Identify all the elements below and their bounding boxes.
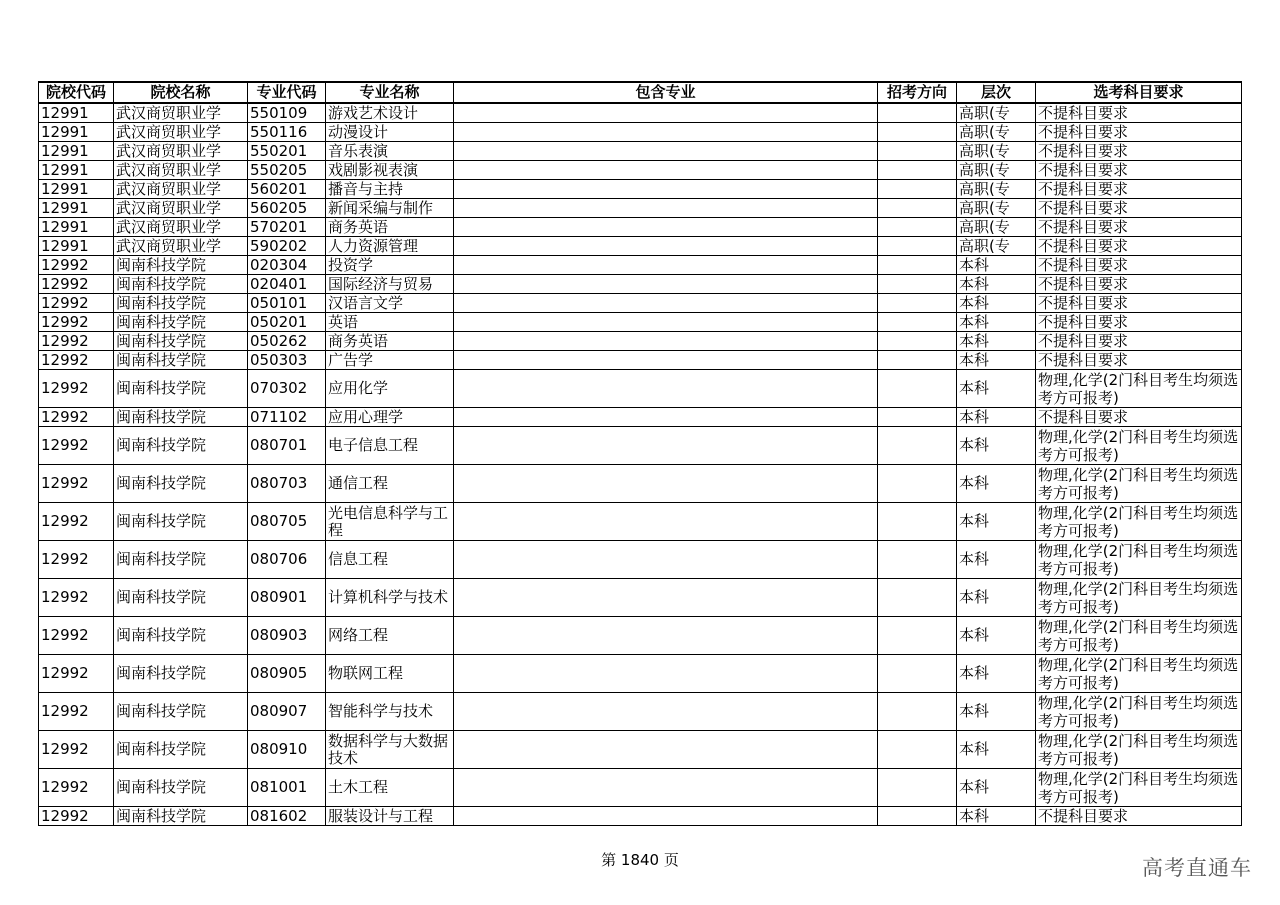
cell-major-code: 020401 [248,275,326,294]
cell-level: 本科 [957,313,1036,332]
cell-included-majors [454,465,878,503]
cell-school-code: 12991 [39,142,114,161]
cell-level: 本科 [957,731,1036,769]
cell-requirement: 不提科目要求 [1036,103,1242,123]
cell-school-name: 闽南科技学院 [114,370,248,408]
table-body [39,103,1242,826]
cell-requirement: 不提科目要求 [1036,180,1242,199]
cell-major-name: 信息工程 [326,541,454,579]
cell-level: 本科 [957,465,1036,503]
cell-major-code: 550109 [248,103,326,123]
cell-major-name: 戏剧影视表演 [326,161,454,180]
cell-major-name: 智能科学与技术 [326,693,454,731]
cell-major-code: 050101 [248,294,326,313]
cell-school-code: 12991 [39,161,114,180]
table-row [39,579,1242,617]
table-row [39,161,1242,180]
cell-school-code: 12991 [39,199,114,218]
cell-school-code: 12992 [39,807,114,826]
cell-school-name: 闽南科技学院 [114,256,248,275]
cell-direction [878,807,957,826]
header-included-majors: 包含专业 [454,82,878,103]
table-row [39,617,1242,655]
cell-school-name: 武汉商贸职业学 [114,161,248,180]
cell-school-name: 闽南科技学院 [114,731,248,769]
cell-school-code: 12992 [39,313,114,332]
cell-school-code: 12992 [39,370,114,408]
cell-major-name: 英语 [326,313,454,332]
cell-school-code: 12992 [39,465,114,503]
cell-requirement: 不提科目要求 [1036,807,1242,826]
cell-major-code: 560201 [248,180,326,199]
cell-level: 本科 [957,294,1036,313]
cell-direction [878,617,957,655]
cell-school-name: 闽南科技学院 [114,427,248,465]
cell-level: 本科 [957,693,1036,731]
cell-direction [878,503,957,541]
cell-requirement: 不提科目要求 [1036,123,1242,142]
cell-school-name: 闽南科技学院 [114,541,248,579]
cell-included-majors [454,579,878,617]
cell-school-name: 武汉商贸职业学 [114,123,248,142]
cell-included-majors [454,655,878,693]
cell-major-name: 游戏艺术设计 [326,103,454,123]
cell-included-majors [454,103,878,123]
cell-requirement: 物理,化学(2门科目考生均须选考方可报考) [1036,769,1242,807]
cell-direction [878,408,957,427]
cell-level: 本科 [957,370,1036,408]
cell-direction [878,370,957,408]
cell-requirement: 不提科目要求 [1036,332,1242,351]
cell-level: 本科 [957,427,1036,465]
cell-requirement: 物理,化学(2门科目考生均须选考方可报考) [1036,503,1242,541]
header-direction: 招考方向 [878,82,957,103]
cell-major-name: 国际经济与贸易 [326,275,454,294]
cell-major-code: 080910 [248,731,326,769]
table-row [39,408,1242,427]
cell-major-name: 广告学 [326,351,454,370]
cell-requirement: 不提科目要求 [1036,161,1242,180]
cell-school-name: 武汉商贸职业学 [114,218,248,237]
cell-school-code: 12992 [39,693,114,731]
table-row [39,313,1242,332]
cell-included-majors [454,142,878,161]
cell-school-code: 12992 [39,427,114,465]
cell-major-code: 081001 [248,769,326,807]
cell-requirement: 物理,化学(2门科目考生均须选考方可报考) [1036,655,1242,693]
cell-level: 本科 [957,332,1036,351]
table-row [39,465,1242,503]
cell-major-name: 网络工程 [326,617,454,655]
table-row [39,294,1242,313]
cell-direction [878,731,957,769]
cell-school-code: 12992 [39,769,114,807]
cell-school-name: 闽南科技学院 [114,332,248,351]
cell-requirement: 物理,化学(2门科目考生均须选考方可报考) [1036,541,1242,579]
cell-direction [878,693,957,731]
cell-school-code: 12992 [39,655,114,693]
cell-major-name: 音乐表演 [326,142,454,161]
cell-requirement: 物理,化学(2门科目考生均须选考方可报考) [1036,617,1242,655]
cell-requirement: 不提科目要求 [1036,313,1242,332]
cell-major-name: 应用化学 [326,370,454,408]
cell-major-code: 020304 [248,256,326,275]
cell-school-code: 12992 [39,294,114,313]
cell-included-majors [454,256,878,275]
cell-school-name: 闽南科技学院 [114,617,248,655]
cell-major-name: 通信工程 [326,465,454,503]
cell-included-majors [454,693,878,731]
cell-level: 高职(专 [957,218,1036,237]
cell-direction [878,256,957,275]
cell-level: 本科 [957,503,1036,541]
cell-requirement: 物理,化学(2门科目考生均须选考方可报考) [1036,465,1242,503]
table-row [39,199,1242,218]
cell-major-name: 数据科学与大数据技术 [326,731,454,769]
cell-requirement: 不提科目要求 [1036,275,1242,294]
cell-included-majors [454,199,878,218]
cell-included-majors [454,541,878,579]
cell-school-name: 闽南科技学院 [114,294,248,313]
cell-school-name: 武汉商贸职业学 [114,237,248,256]
cell-major-code: 050201 [248,313,326,332]
cell-direction [878,769,957,807]
header-school-name: 院校名称 [114,82,248,103]
cell-requirement: 不提科目要求 [1036,351,1242,370]
cell-major-name: 人力资源管理 [326,237,454,256]
cell-major-code: 550205 [248,161,326,180]
cell-major-code: 080705 [248,503,326,541]
cell-major-name: 动漫设计 [326,123,454,142]
cell-direction [878,123,957,142]
cell-requirement: 不提科目要求 [1036,408,1242,427]
cell-school-name: 闽南科技学院 [114,503,248,541]
cell-level: 高职(专 [957,161,1036,180]
cell-school-name: 武汉商贸职业学 [114,199,248,218]
cell-major-code: 071102 [248,408,326,427]
cell-school-code: 12991 [39,103,114,123]
cell-requirement: 物理,化学(2门科目考生均须选考方可报考) [1036,579,1242,617]
cell-school-code: 12992 [39,503,114,541]
table-row [39,693,1242,731]
cell-level: 本科 [957,351,1036,370]
table-row [39,237,1242,256]
cell-major-name: 商务英语 [326,332,454,351]
table-row [39,180,1242,199]
header-school-code: 院校代码 [39,82,114,103]
cell-school-code: 12992 [39,351,114,370]
cell-major-code: 081602 [248,807,326,826]
table-row [39,351,1242,370]
cell-major-name: 光电信息科学与工程 [326,503,454,541]
cell-major-name: 投资学 [326,256,454,275]
table-row [39,503,1242,541]
cell-level: 高职(专 [957,142,1036,161]
cell-school-code: 12992 [39,541,114,579]
cell-major-code: 560205 [248,199,326,218]
admission-table [38,81,1242,826]
table-row [39,142,1242,161]
table-row [39,123,1242,142]
cell-included-majors [454,294,878,313]
cell-included-majors [454,332,878,351]
cell-school-name: 武汉商贸职业学 [114,103,248,123]
cell-school-code: 12992 [39,731,114,769]
cell-school-code: 12992 [39,275,114,294]
cell-direction [878,351,957,370]
cell-direction [878,427,957,465]
cell-major-name: 汉语言文学 [326,294,454,313]
table-row [39,275,1242,294]
cell-school-name: 闽南科技学院 [114,807,248,826]
cell-major-code: 550116 [248,123,326,142]
header-level: 层次 [957,82,1036,103]
cell-major-name: 服装设计与工程 [326,807,454,826]
cell-level: 本科 [957,807,1036,826]
cell-included-majors [454,218,878,237]
cell-level: 高职(专 [957,199,1036,218]
table-row [39,541,1242,579]
cell-major-name: 商务英语 [326,218,454,237]
cell-major-name: 计算机科学与技术 [326,579,454,617]
cell-included-majors [454,275,878,294]
cell-major-code: 080901 [248,579,326,617]
cell-school-name: 武汉商贸职业学 [114,142,248,161]
cell-major-code: 080706 [248,541,326,579]
cell-level: 本科 [957,541,1036,579]
cell-level: 本科 [957,408,1036,427]
cell-major-code: 050303 [248,351,326,370]
cell-included-majors [454,351,878,370]
cell-school-code: 12992 [39,256,114,275]
cell-school-name: 闽南科技学院 [114,769,248,807]
cell-major-code: 050262 [248,332,326,351]
cell-major-code: 080701 [248,427,326,465]
cell-major-name: 新闻采编与制作 [326,199,454,218]
cell-school-code: 12992 [39,332,114,351]
header-requirement: 选考科目要求 [1036,82,1242,103]
cell-level: 本科 [957,275,1036,294]
cell-included-majors [454,731,878,769]
cell-school-code: 12991 [39,180,114,199]
cell-level: 高职(专 [957,237,1036,256]
cell-included-majors [454,313,878,332]
cell-school-name: 闽南科技学院 [114,655,248,693]
cell-level: 本科 [957,579,1036,617]
cell-school-name: 闽南科技学院 [114,351,248,370]
cell-major-code: 080907 [248,693,326,731]
cell-school-name: 闽南科技学院 [114,313,248,332]
cell-level: 高职(专 [957,180,1036,199]
cell-level: 高职(专 [957,103,1036,123]
cell-level: 本科 [957,256,1036,275]
cell-requirement: 不提科目要求 [1036,199,1242,218]
cell-major-name: 土木工程 [326,769,454,807]
cell-direction [878,103,957,123]
page-number: 第 1840 页 [601,851,679,869]
cell-school-name: 武汉商贸职业学 [114,180,248,199]
cell-included-majors [454,427,878,465]
cell-direction [878,218,957,237]
cell-school-code: 12991 [39,218,114,237]
cell-direction [878,142,957,161]
cell-level: 本科 [957,655,1036,693]
cell-school-name: 闽南科技学院 [114,465,248,503]
cell-included-majors [454,769,878,807]
table-row [39,218,1242,237]
cell-direction [878,465,957,503]
cell-major-name: 播音与主持 [326,180,454,199]
cell-direction [878,541,957,579]
cell-requirement: 不提科目要求 [1036,218,1242,237]
cell-direction [878,313,957,332]
cell-direction [878,655,957,693]
cell-included-majors [454,237,878,256]
cell-requirement: 物理,化学(2门科目考生均须选考方可报考) [1036,693,1242,731]
table-row [39,427,1242,465]
cell-level: 高职(专 [957,123,1036,142]
cell-major-code: 550201 [248,142,326,161]
header-major-name: 专业名称 [326,82,454,103]
cell-direction [878,180,957,199]
table-row [39,332,1242,351]
cell-major-code: 070302 [248,370,326,408]
table-row [39,256,1242,275]
cell-major-name: 应用心理学 [326,408,454,427]
cell-included-majors [454,503,878,541]
cell-level: 本科 [957,617,1036,655]
cell-major-code: 570201 [248,218,326,237]
cell-included-majors [454,180,878,199]
cell-major-code: 080903 [248,617,326,655]
cell-included-majors [454,123,878,142]
cell-direction [878,237,957,256]
cell-requirement: 不提科目要求 [1036,142,1242,161]
table-row [39,655,1242,693]
cell-direction [878,275,957,294]
cell-school-code: 12991 [39,123,114,142]
cell-requirement: 不提科目要求 [1036,294,1242,313]
cell-requirement: 不提科目要求 [1036,237,1242,256]
cell-included-majors [454,408,878,427]
cell-school-name: 闽南科技学院 [114,693,248,731]
table-row [39,103,1242,123]
cell-requirement: 物理,化学(2门科目考生均须选考方可报考) [1036,427,1242,465]
cell-included-majors [454,161,878,180]
table-row [39,769,1242,807]
cell-school-name: 闽南科技学院 [114,408,248,427]
cell-direction [878,294,957,313]
cell-direction [878,199,957,218]
header-major-code: 专业代码 [248,82,326,103]
cell-included-majors [454,617,878,655]
cell-included-majors [454,370,878,408]
cell-requirement: 物理,化学(2门科目考生均须选考方可报考) [1036,370,1242,408]
cell-school-code: 12992 [39,579,114,617]
table-row [39,807,1242,826]
cell-school-name: 闽南科技学院 [114,579,248,617]
cell-school-name: 闽南科技学院 [114,275,248,294]
cell-direction [878,332,957,351]
cell-school-code: 12992 [39,617,114,655]
header-row [39,82,1242,103]
watermark: 高考直通车 [1142,856,1252,880]
cell-school-code: 12992 [39,408,114,427]
cell-major-code: 080905 [248,655,326,693]
cell-major-name: 电子信息工程 [326,427,454,465]
cell-major-code: 080703 [248,465,326,503]
cell-included-majors [454,807,878,826]
cell-requirement: 物理,化学(2门科目考生均须选考方可报考) [1036,731,1242,769]
cell-major-name: 物联网工程 [326,655,454,693]
cell-level: 本科 [957,769,1036,807]
table-row [39,731,1242,769]
cell-school-code: 12991 [39,237,114,256]
cell-requirement: 不提科目要求 [1036,256,1242,275]
cell-major-code: 590202 [248,237,326,256]
cell-direction [878,161,957,180]
cell-direction [878,579,957,617]
table-row [39,370,1242,408]
